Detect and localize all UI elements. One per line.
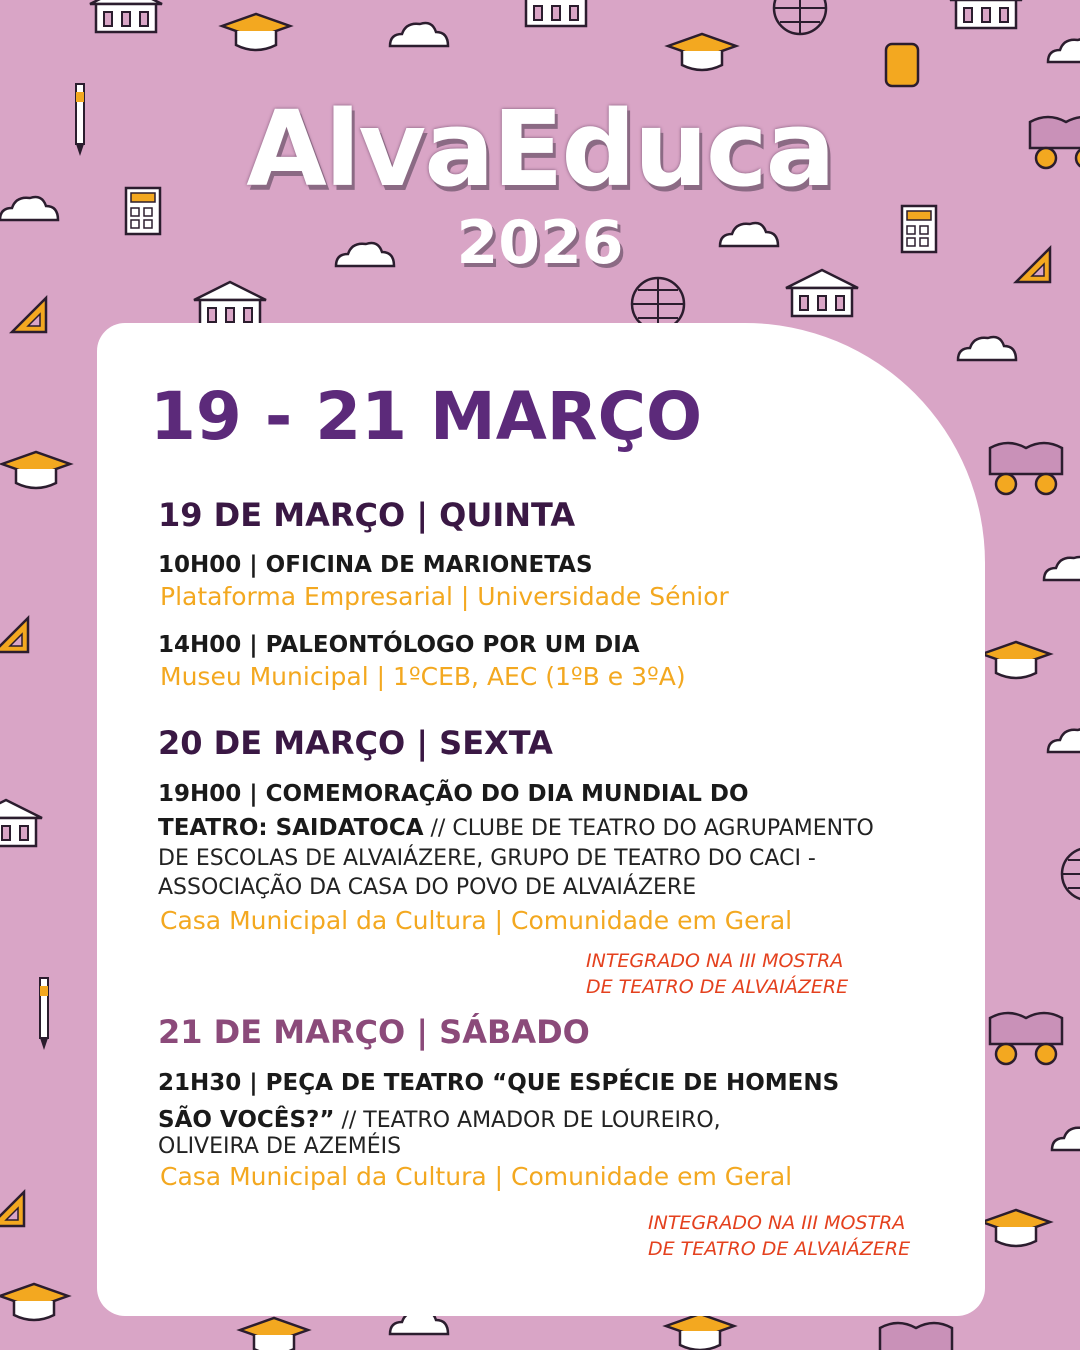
event-title-3b [158, 811, 918, 846]
event-title-3a: 19H00 | COMEMORAÇÃO DO DIA MUNDIAL DO [158, 781, 749, 807]
event-year: 2026 [456, 208, 624, 278]
event-title-4b-text: SÃO VOCÊS?” [158, 1107, 335, 1133]
event-title-1: 10H00 | OFICINA DE MARIONETAS [158, 552, 593, 578]
day-heading-1: 19 DE MARÇO | QUINTA [158, 496, 576, 534]
event-place-4: Casa Municipal da Cultura | Comunidade em Geral [160, 1162, 793, 1191]
event-desc-4b: OLIVEIRA DE AZEMÉIS [158, 1134, 402, 1159]
event-title-3b-text: TEATRO: SAIDATOCA [158, 815, 424, 841]
event-place-3: Casa Municipal da Cultura | Comunidade em Geral [160, 906, 793, 935]
event-place-1: Plataforma Empresarial | Universidade Sénior [160, 582, 729, 611]
event-title-2: 14H00 | PALEONTÓLOGO POR UM DIA [158, 632, 640, 658]
event-desc-3c: ASSOCIAÇÃO DA CASA DO POVO DE ALVAIÁZERE [158, 875, 697, 900]
day-heading-2: 20 DE MARÇO | SEXTA [158, 724, 553, 762]
event-note-4b: DE TEATRO DE ALVAIÁZERE [648, 1238, 911, 1260]
event-desc-3b: DE ESCOLAS DE ALVAIÁZERE, GRUPO DE TEATRO DO CACI - [158, 846, 816, 871]
day-heading-3: 21 DE MARÇO | SÁBADO [158, 1013, 590, 1051]
event-title: AlvaEduca [246, 88, 834, 210]
event-title-4a: 21H30 | PEÇA DE TEATRO “QUE ESPÉCIE DE HOMENS [158, 1070, 840, 1096]
event-note-3b: DE TEATRO DE ALVAIÁZERE [586, 976, 849, 998]
event-place-2: Museu Municipal | 1ºCEB, AEC (1ºB e 3ºA) [160, 662, 686, 691]
event-note-4a: INTEGRADO NA III MOSTRA [648, 1212, 906, 1234]
event-desc-3a: // CLUBE DE TEATRO DO AGRUPAMENTO [423, 816, 874, 841]
date-range: 19 - 21 MARÇO [150, 378, 703, 455]
event-desc-4a: // TEATRO AMADOR DE LOUREIRO, [334, 1108, 721, 1133]
event-note-3a: INTEGRADO NA III MOSTRA [586, 950, 844, 972]
event-title-4b [158, 1103, 918, 1138]
